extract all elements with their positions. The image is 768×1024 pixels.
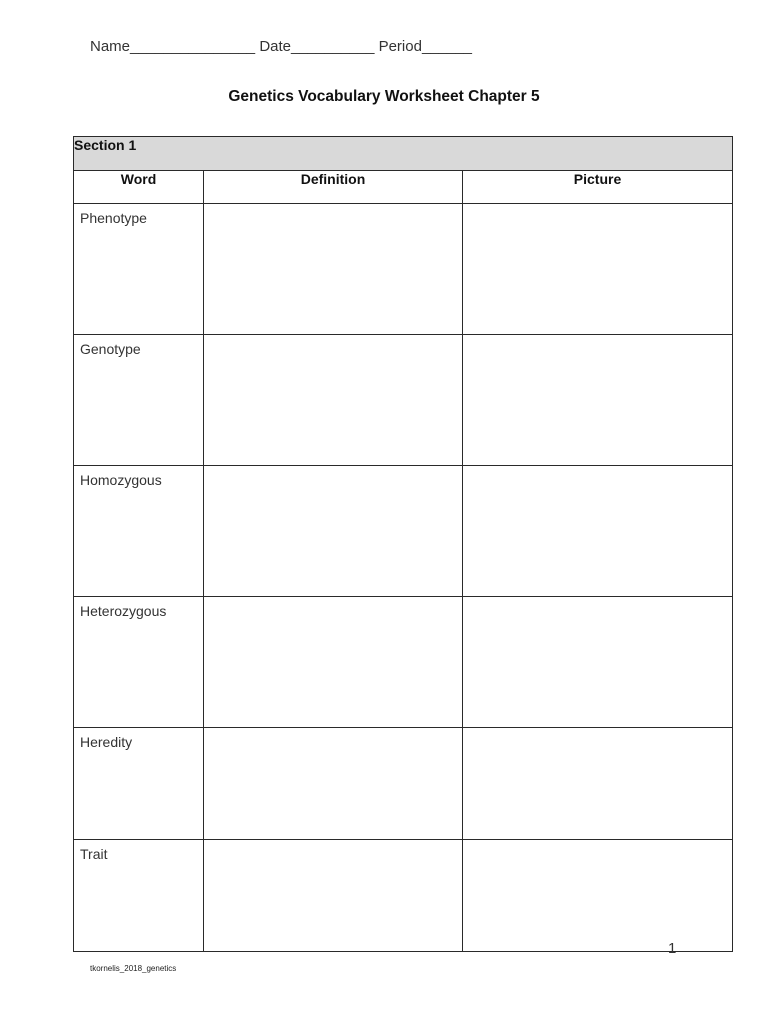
picture-cell[interactable] (463, 840, 733, 952)
definition-cell[interactable] (204, 335, 463, 466)
section-label: Section 1 (74, 137, 733, 171)
definition-cell[interactable] (204, 840, 463, 952)
table-row (74, 204, 733, 335)
section-header-row (74, 137, 733, 171)
column-header-row (74, 171, 733, 204)
word-cell: Genotype (74, 335, 204, 466)
picture-cell[interactable] (463, 728, 733, 840)
table-row (74, 597, 733, 728)
page-number: 1 (668, 940, 677, 957)
column-header-word: Word (74, 171, 204, 204)
table-row (74, 335, 733, 466)
footer-tag: tkornelis_2018_genetics (90, 964, 177, 973)
definition-cell[interactable] (204, 204, 463, 335)
word-cell: Heredity (74, 728, 204, 840)
word-cell: Heterozygous (74, 597, 204, 728)
definition-cell[interactable] (204, 597, 463, 728)
definition-cell[interactable] (204, 466, 463, 597)
worksheet-title: Genetics Vocabulary Worksheet Chapter 5 (228, 88, 540, 105)
definition-cell[interactable] (204, 728, 463, 840)
word-cell: Trait (74, 840, 204, 952)
table-row (74, 466, 733, 597)
word-cell: Phenotype (74, 204, 204, 335)
picture-cell[interactable] (463, 466, 733, 597)
picture-cell[interactable] (463, 204, 733, 335)
table-row (74, 728, 733, 840)
column-header-definition: Definition (204, 171, 463, 204)
picture-cell[interactable] (463, 335, 733, 466)
table-row (74, 840, 733, 952)
column-header-picture: Picture (463, 171, 733, 204)
picture-cell[interactable] (463, 597, 733, 728)
word-cell: Homozygous (74, 466, 204, 597)
vocabulary-table (73, 136, 733, 952)
student-info-line: Name_______________ Date__________ Period______ (90, 38, 473, 55)
